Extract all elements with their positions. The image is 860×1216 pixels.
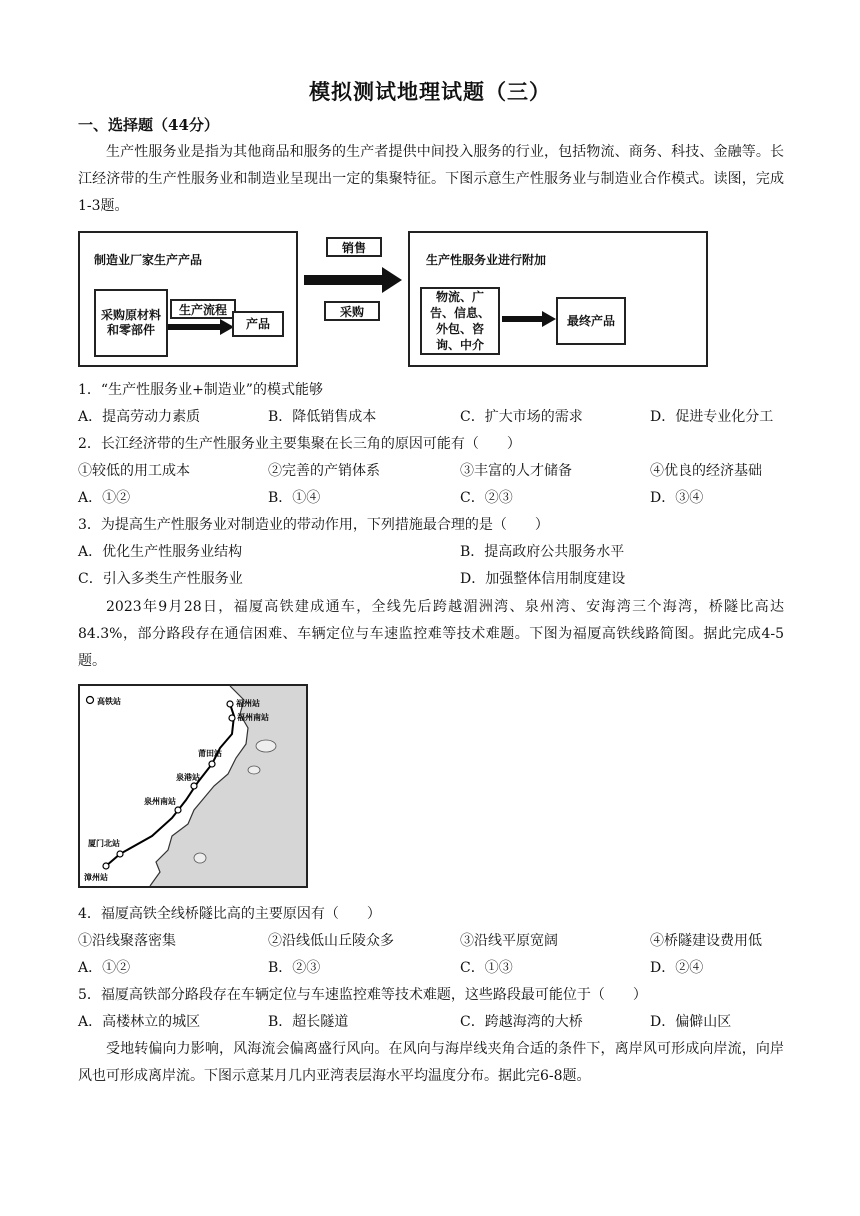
q2-statement-1: ①较低的用工成本	[78, 463, 190, 479]
station-label-2: 福州南站	[237, 713, 269, 722]
service-arrow	[502, 311, 558, 327]
q2-option-b: B．①④	[268, 490, 321, 506]
manufacturing-title: 制造业厂家生产产品	[94, 253, 203, 267]
intro-paragraph-2: 2023年9月28日，福厦高铁建成通车，全线先后跨越湄洲湾、泉州湾、安海湾三个海湾，桥隧比高达84.3%，部分路段存在通信困难、车辆定位与车速监控难等技术难题。下图为福厦高铁线路简图。据此完成4-5题。	[78, 599, 784, 669]
raw-material-box: 采购原材料和零部件	[94, 289, 168, 357]
intro-paragraph-3: 受地转偏向力影响，风海流会偏离盛行风向。在风向与海岸线夹角合适的条件下，离岸风可形成向岸流，向岸风也可形成离岸流。下图示意某月几内亚湾表层海水平均温度分布。据此完6-8题。	[78, 1041, 784, 1084]
q5-option-d: D．偏僻山区	[650, 1014, 732, 1030]
service-box	[408, 231, 708, 367]
process-label: 生产流程	[170, 299, 236, 319]
q3-option-c: C．引入多类生产性服务业	[78, 571, 243, 587]
q3-option-a: A．优化生产性服务业结构	[78, 544, 243, 560]
q4-statement-1: ①沿线聚落密集	[78, 933, 176, 949]
manufacturing-box	[78, 231, 298, 367]
station-label-5: 泉州南站	[144, 797, 176, 806]
q2-statement-3: ③丰富的人才储备	[460, 463, 572, 479]
q2-option-a: A．①②	[78, 490, 131, 506]
q2-statement-4: ④优良的经济基础	[650, 463, 762, 479]
section-heading: 一、选择题（44分）	[78, 116, 219, 134]
station-label-4: 泉港站	[176, 773, 200, 782]
railway-map	[78, 684, 308, 888]
station-label-6: 厦门北站	[88, 839, 120, 848]
question-5-stem: 5．福厦高铁部分路段存在车辆定位与车速监控难等技术难题，这些路段最可能位于（ ）	[78, 987, 647, 1003]
flow-arrow	[304, 267, 404, 293]
q3-option-d: D．加强整体信用制度建设	[460, 571, 626, 587]
q2-option-d: D．③④	[650, 490, 704, 506]
q1-option-d: D．促进专业化分工	[650, 409, 774, 425]
map-legend-label: 高铁站	[97, 697, 121, 706]
q4-statement-2: ②沿线低山丘陵众多	[268, 933, 394, 949]
process-arrow	[168, 319, 236, 335]
page-title: 模拟测试地理试题（三）	[309, 79, 551, 104]
q1-option-b: B．降低销售成本	[268, 409, 377, 425]
q1-option-a: A．提高劳动力素质	[78, 409, 201, 425]
q4-option-b: B．②③	[268, 960, 321, 976]
q4-option-c: C．①③	[460, 960, 513, 976]
question-1-stem: 1．“生产性服务业+制造业”的模式能够	[78, 382, 323, 398]
services-box: 物流、广告、信息、外包、咨询、中介	[420, 287, 500, 355]
q2-statement-2: ②完善的产销体系	[268, 463, 380, 479]
q5-option-b: B．超长隧道	[268, 1014, 349, 1030]
q2-option-c: C．②③	[460, 490, 513, 506]
q4-statement-4: ④桥隧建设费用低	[650, 933, 762, 949]
final-product-box: 最终产品	[556, 297, 626, 345]
purchase-label: 采购	[324, 301, 380, 321]
q4-option-a: A．①②	[78, 960, 131, 976]
q5-option-a: A．高楼林立的城区	[78, 1014, 201, 1030]
q4-option-d: D．②④	[650, 960, 704, 976]
product-box: 产品	[232, 311, 284, 337]
question-2-stem: 2．长江经济带的生产性服务业主要集聚在长三角的原因可能有（ ）	[78, 436, 521, 452]
q3-option-b: B．提高政府公共服务水平	[460, 544, 625, 560]
q4-statement-3: ③沿线平原宽阔	[460, 933, 558, 949]
station-label-1: 福州站	[236, 699, 260, 708]
sell-label: 销售	[326, 237, 382, 257]
q5-option-c: C．跨越海湾的大桥	[460, 1014, 583, 1030]
intro-paragraph-1: 生产性服务业是指为其他商品和服务的生产者提供中间投入服务的行业，包括物流、商务、科技、金融等。长江经济带的生产性服务业和制造业呈现出一定的集聚特征。下图示意生产性服务业与制造业合作模式。读图，完成1-3题。	[78, 144, 784, 214]
cooperation-diagram	[78, 231, 784, 369]
question-3-stem: 3．为提高生产性服务业对制造业的带动作用，下列措施最合理的是（ ）	[78, 517, 549, 533]
q1-option-c: C．扩大市场的需求	[460, 409, 583, 425]
question-4-stem: 4．福厦高铁全线桥隧比高的主要原因有（ ）	[78, 906, 381, 922]
station-label-3: 莆田站	[198, 749, 222, 758]
station-label-7: 漳州站	[84, 873, 108, 882]
service-title: 生产性服务业进行附加	[426, 253, 547, 267]
